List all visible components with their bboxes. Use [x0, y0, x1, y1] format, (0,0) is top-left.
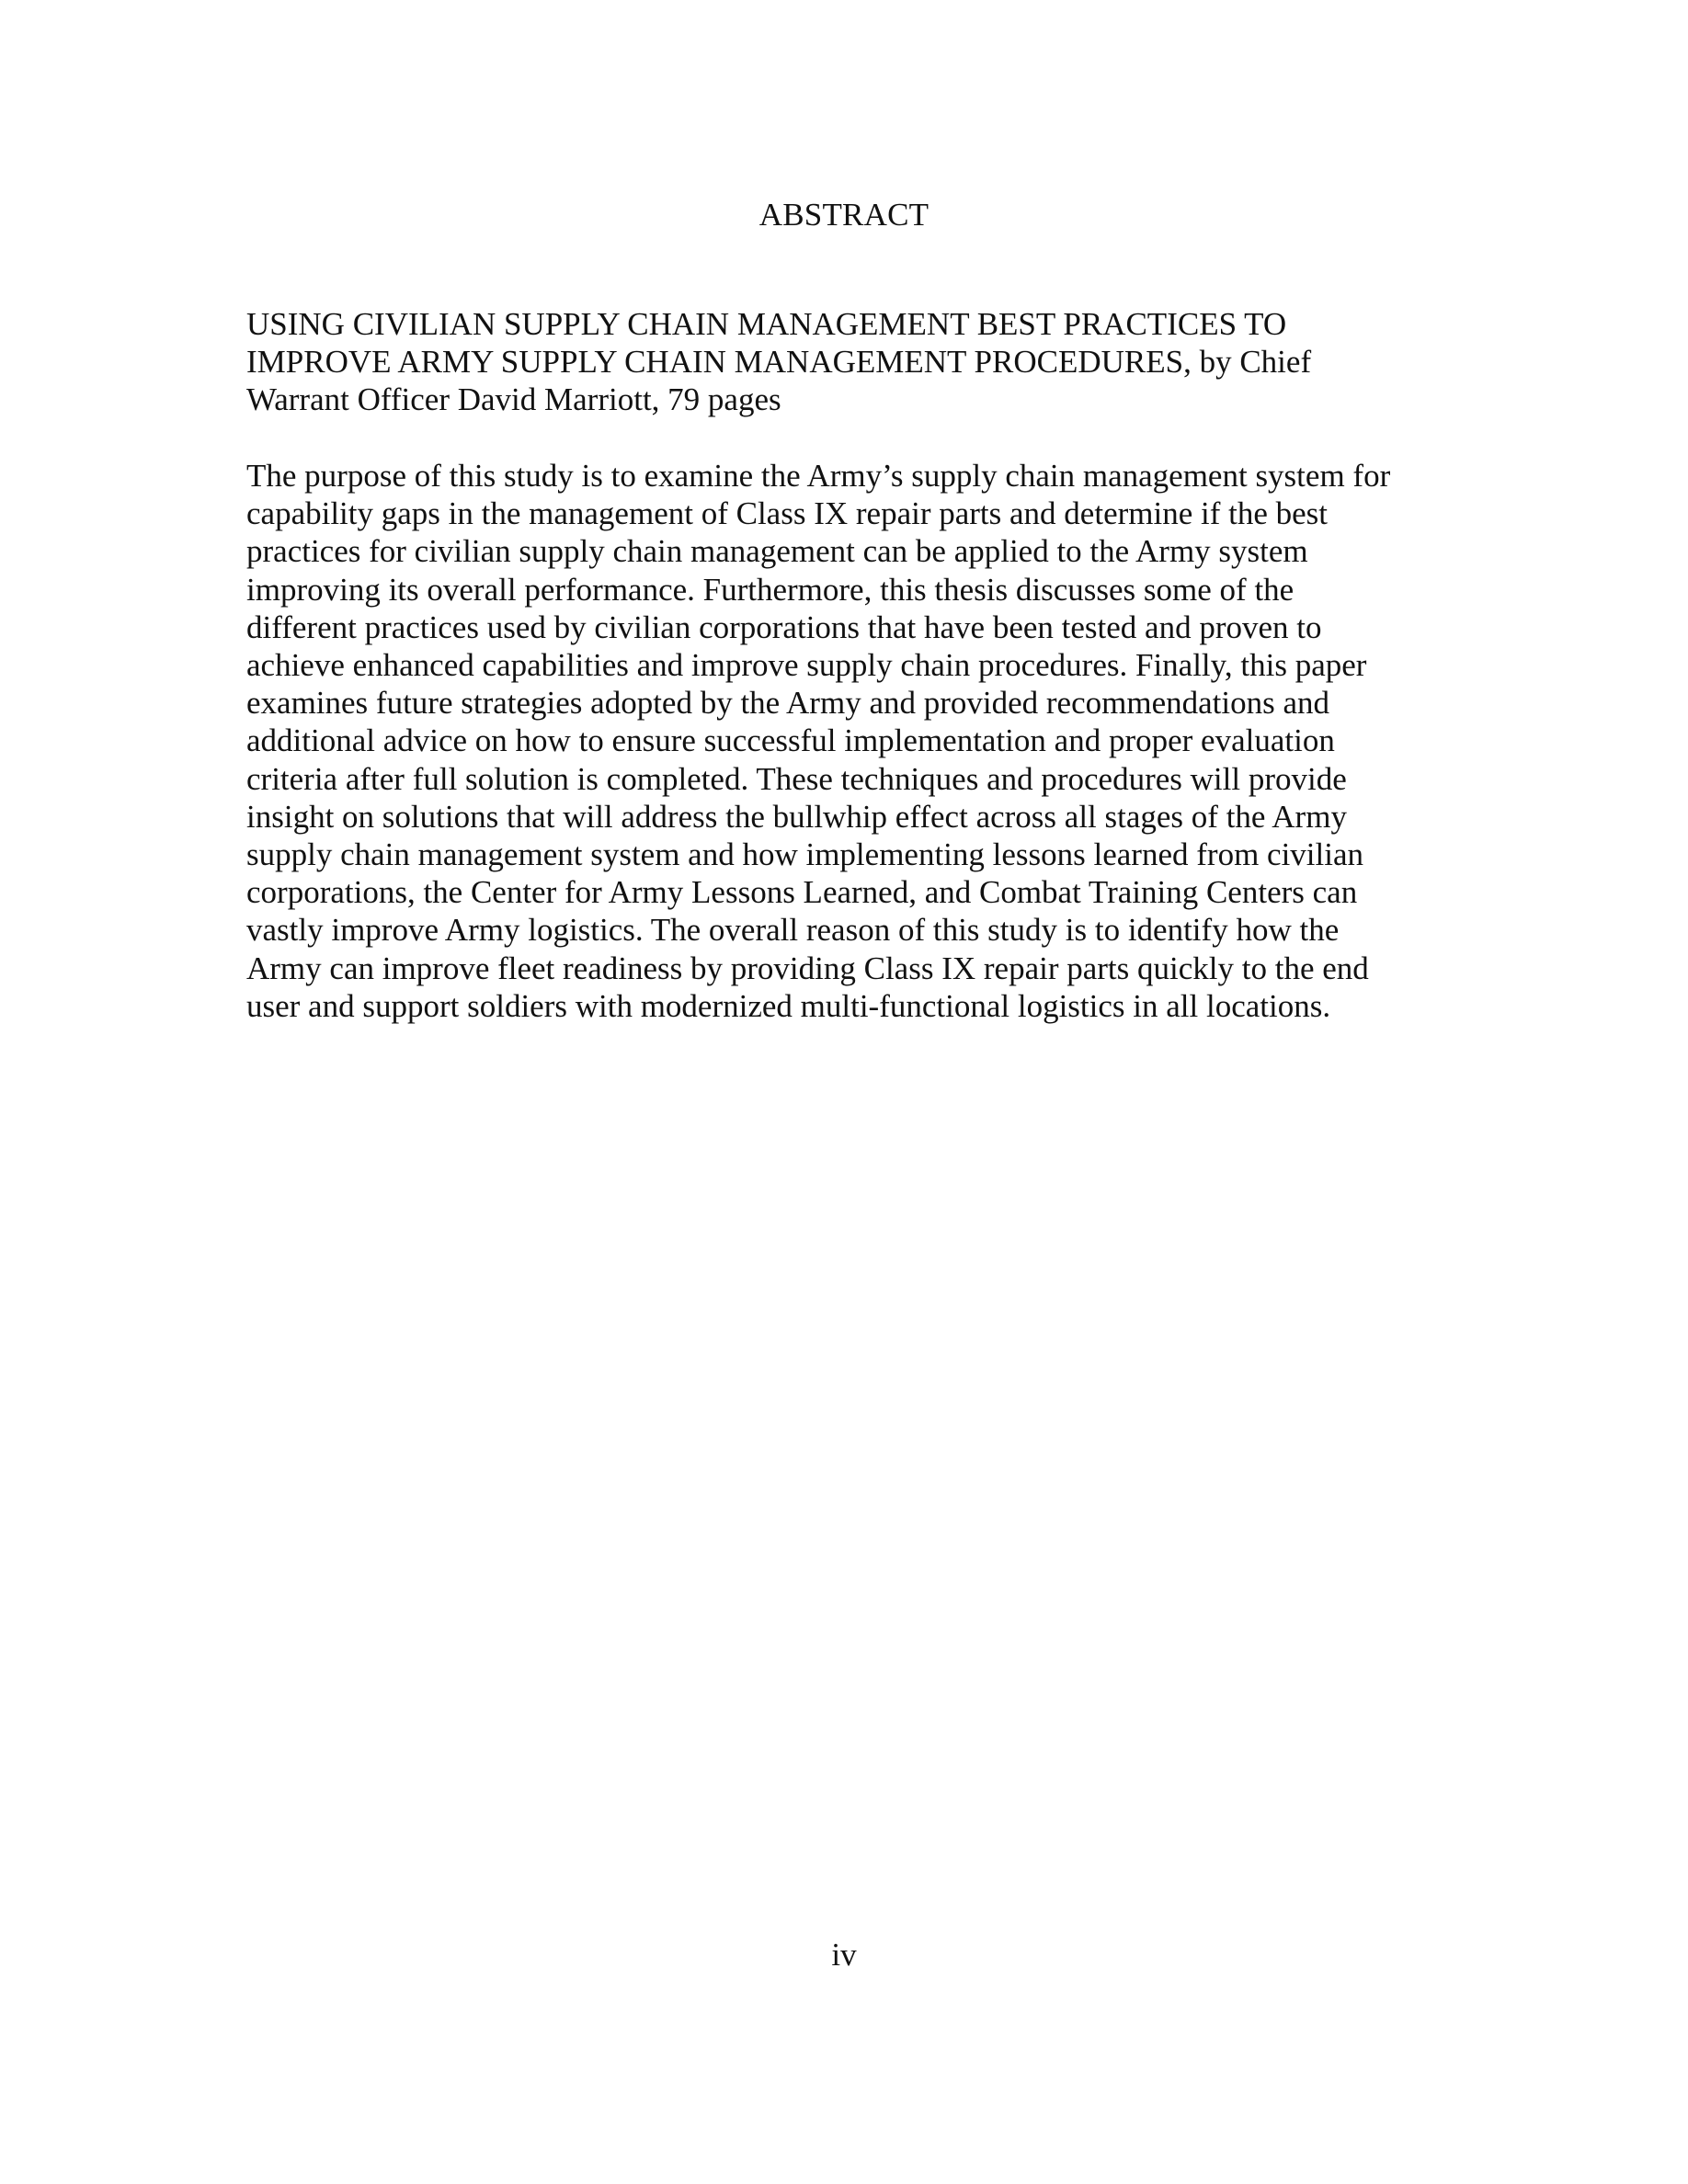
body-line: criteria after full solution is completed. These techniques and procedures will provide: [246, 760, 1347, 797]
page-number: iv: [831, 1937, 857, 1973]
title-line: USING CIVILIAN SUPPLY CHAIN MANAGEMENT BEST PRACTICES TO: [246, 306, 1287, 342]
body-line: practices for civilian supply chain management can be applied to the Army system: [246, 533, 1308, 570]
body-line: capability gaps in the management of Class IX repair parts and determine if the best: [246, 495, 1329, 532]
body-line: supply chain management system and how implementing lessons learned from civilian: [246, 836, 1364, 873]
thesis-title-block: [246, 305, 1442, 418]
body-line: corporations, the Center for Army Lessons Learned, and Combat Training Centers can: [246, 874, 1358, 911]
body-line: Army can improve fleet readiness by providing Class IX repair parts quickly to the end: [246, 950, 1369, 986]
abstract-body-paragraph: [246, 457, 1442, 1025]
abstract-heading: ABSTRACT: [758, 197, 930, 233]
body-line: achieve enhanced capabilities and improve supply chain procedures. Finally, this paper: [246, 647, 1367, 684]
body-line: examines future strategies adopted by the Army and provided recommendations and: [246, 685, 1329, 722]
body-line: different practices used by civilian corporations that have been tested and proven to: [246, 609, 1322, 645]
title-line: Warrant Officer David Marriott, 79 pages: [246, 381, 781, 417]
body-line: additional advice on how to ensure successful implementation and proper evaluation: [246, 722, 1335, 759]
body-line: The purpose of this study is to examine the Army’s supply chain management system for: [246, 458, 1391, 494]
body-line: vastly improve Army logistics. The overall reason of this study is to identify how the: [246, 912, 1340, 949]
body-line: improving its overall performance. Furthermore, this thesis discusses some of the: [246, 571, 1295, 608]
body-line: user and support soldiers with modernized multi-functional logistics in all locations.: [246, 987, 1331, 1024]
title-line: IMPROVE ARMY SUPPLY CHAIN MANAGEMENT PROCEDURES, by Chief: [246, 344, 1312, 380]
body-line: insight on solutions that will address the bullwhip effect across all stages of the Army: [246, 798, 1347, 835]
